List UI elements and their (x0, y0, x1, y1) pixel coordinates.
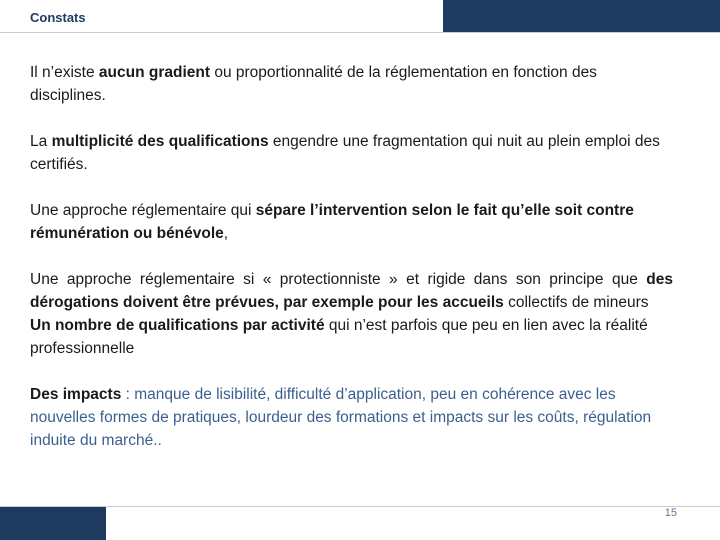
paragraph-emphasis: aucun gradient (98, 64, 211, 81)
paragraph-gradient (30, 61, 673, 107)
paragraph-text: Il n’existe (30, 64, 99, 81)
paragraph-text: collectifs de mineurs (503, 294, 649, 311)
paragraph-text: engendre une fragmentation qui nuit au plein emploi des certifiés. (30, 133, 660, 173)
paragraph-text: Une approche réglementaire si « protectionniste » et rigide dans son principe que (30, 271, 647, 288)
paragraph-text: Une approche réglementaire qui (30, 202, 256, 219)
paragraph-emphasis: multiplicité des qualifications (51, 133, 269, 150)
page-number: 15 (664, 507, 677, 519)
paragraph-text: qui n’est parfois que peu en lien avec la réalité professionnelle (30, 317, 648, 357)
paragraph-emphasis: Des impacts (30, 386, 122, 403)
slide-title: Constats (30, 10, 86, 25)
paragraph-impacts (30, 383, 673, 452)
paragraph-text: , (223, 225, 229, 242)
paragraph-text: La (30, 133, 52, 150)
header-accent-bar (443, 0, 720, 33)
paragraph-text: ou proportionnalité de la réglementation en fonction des disciplines. (30, 64, 597, 104)
paragraph-nombre-qualifications (30, 314, 673, 360)
paragraph-remuneration (30, 199, 673, 245)
header-divider (0, 32, 720, 33)
paragraph-derogations (30, 268, 673, 314)
footer-divider (0, 506, 720, 507)
paragraph-emphasis: sépare l’intervention selon le fait qu’elle soit contre rémunération ou bénévole (30, 202, 634, 242)
slide-body (30, 61, 673, 475)
paragraph-qualifications (30, 130, 673, 176)
paragraph-emphasis: Un nombre de qualifications par activité (30, 317, 325, 334)
paragraph-text-blue: : manque de lisibilité, difficulté d’application, peu en cohérence avec les nouvelles formes de pratiques, lourdeur des formations et impacts sur les coûts, régulation induite du marché.. (30, 386, 652, 449)
paragraph-emphasis: des dérogations doivent être prévues, par exemple pour les accueils (30, 271, 673, 311)
footer-accent-bar (0, 507, 106, 540)
